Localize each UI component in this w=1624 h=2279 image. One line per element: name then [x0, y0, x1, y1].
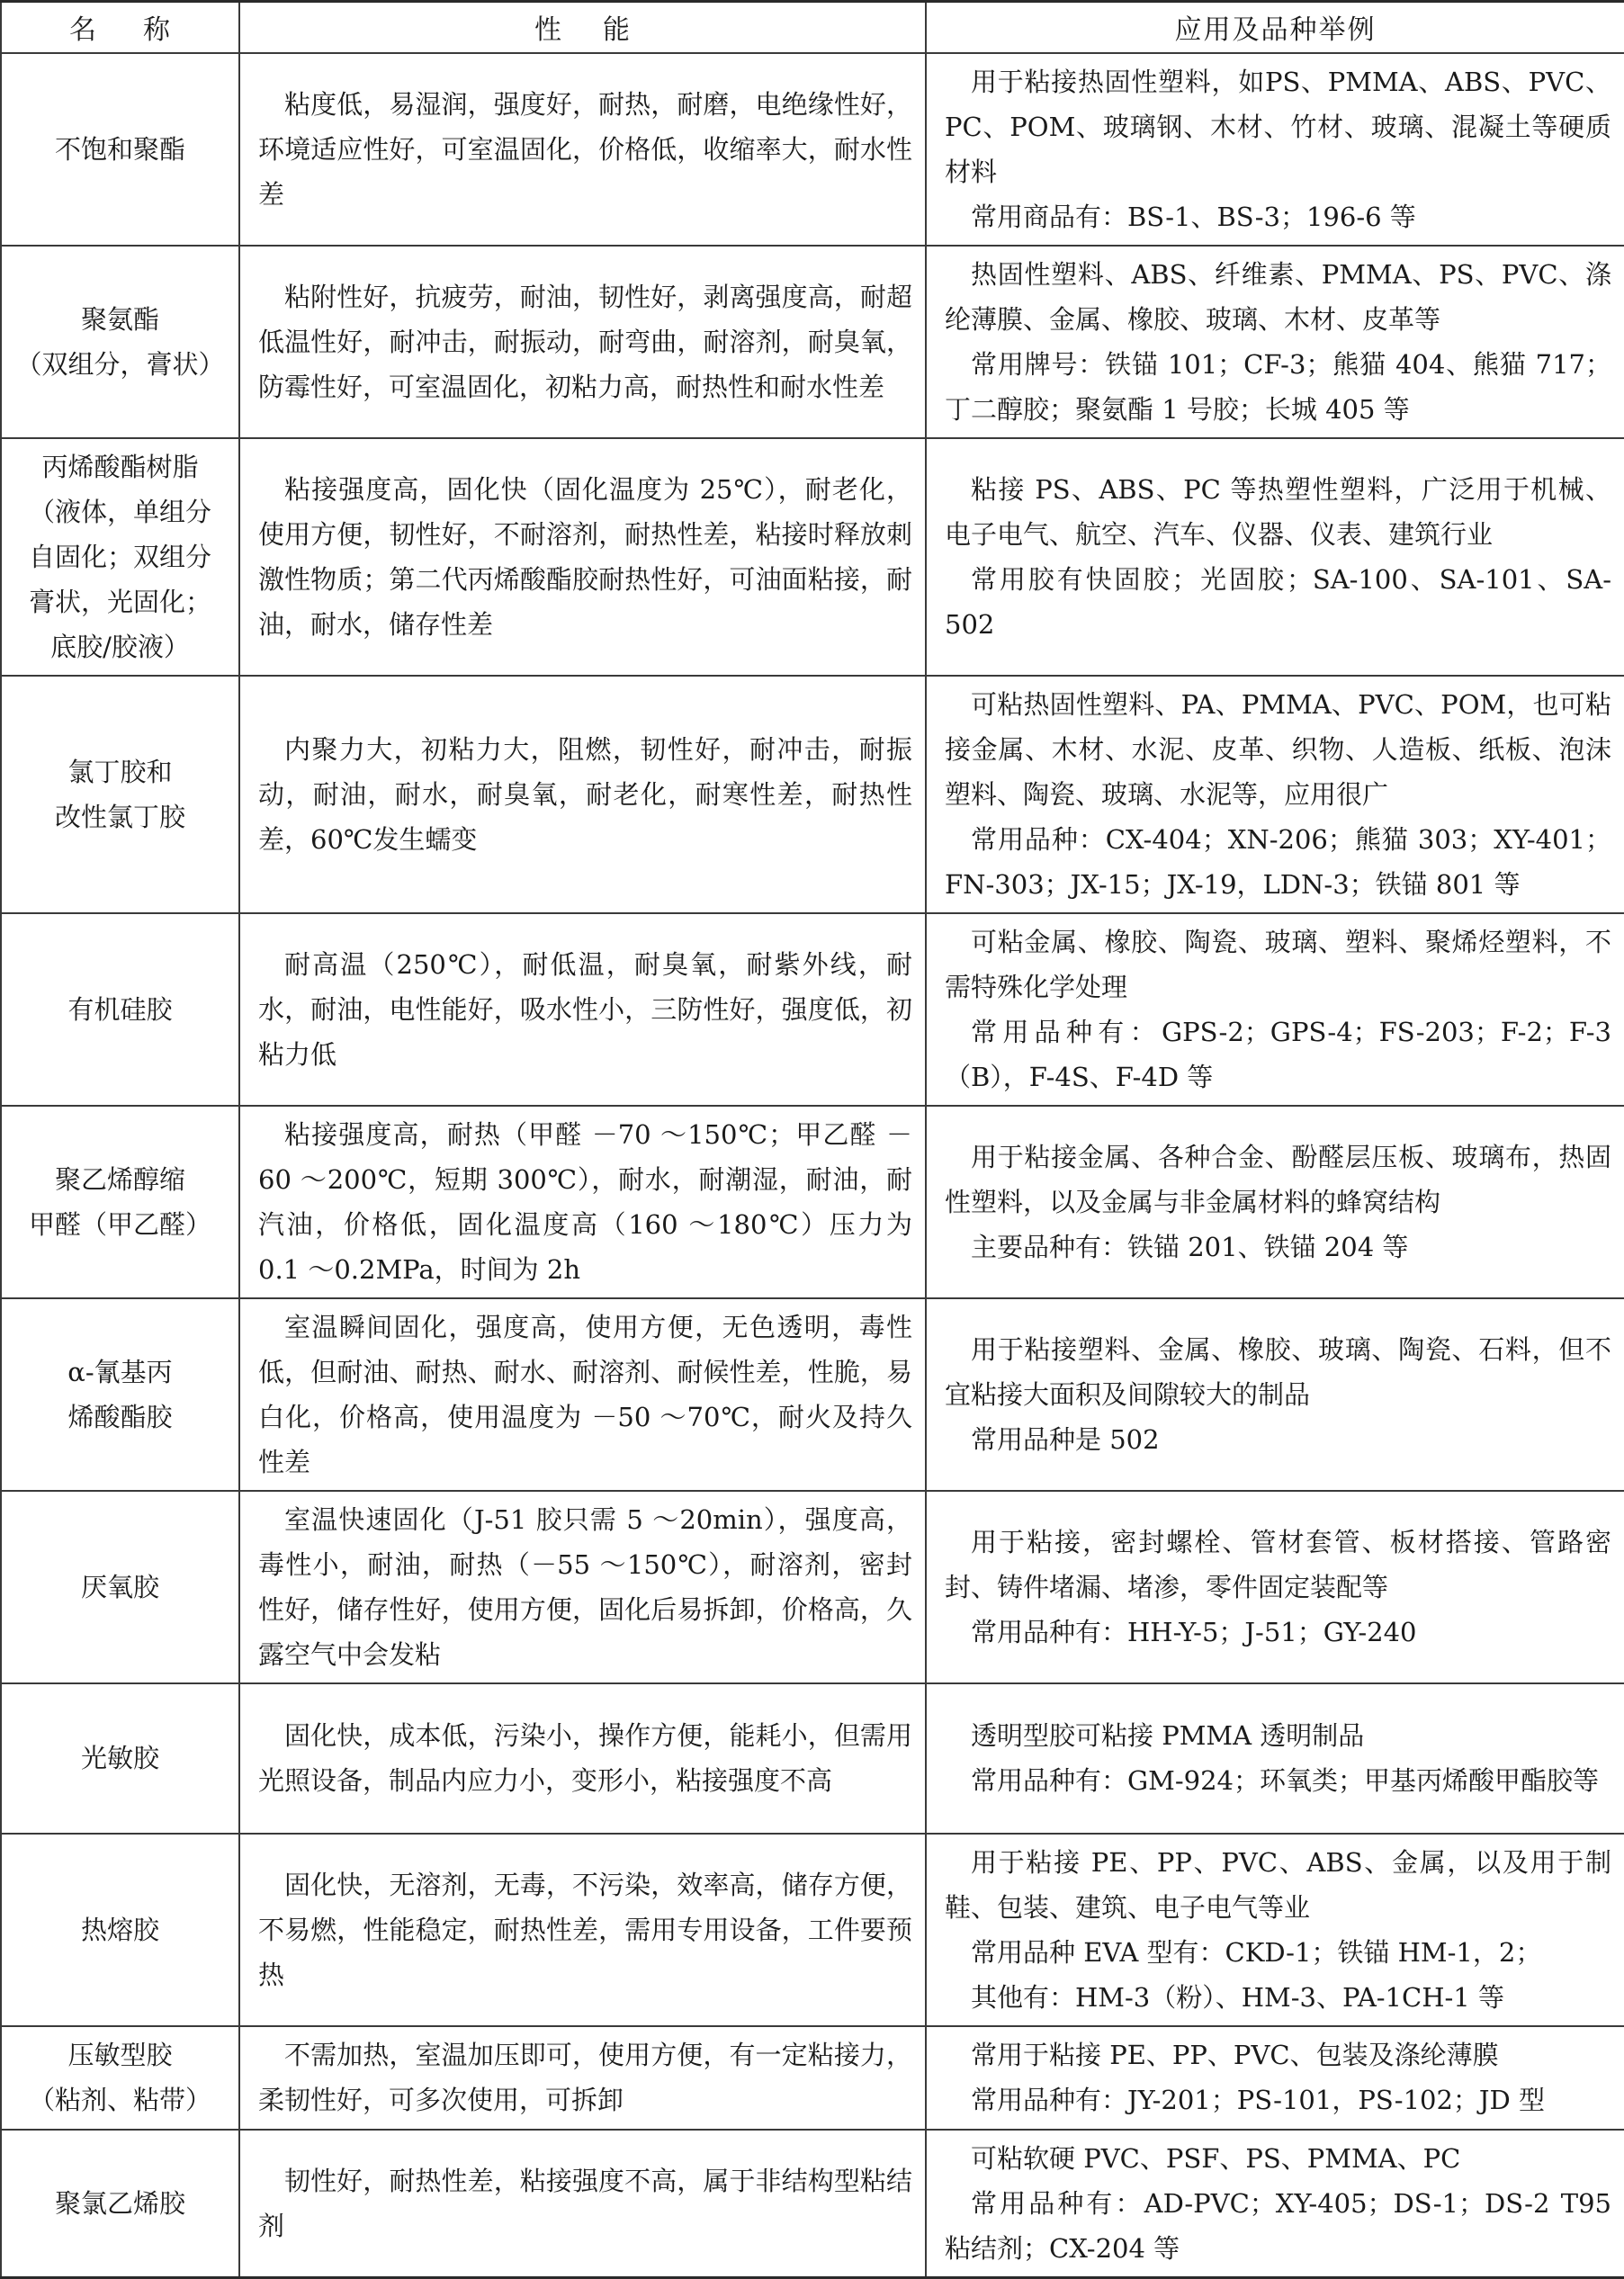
table-row — [1, 676, 1624, 913]
table-row — [1, 1834, 1624, 2026]
adhesive-name-line: 膏状，光固化； — [28, 586, 211, 617]
application-cell — [926, 1298, 1624, 1491]
adhesive-name-line: 聚乙烯醇缩 — [54, 1163, 185, 1195]
adhesive-name-line: （粘剂、粘带） — [28, 2085, 211, 2115]
adhesive-name-line: 聚氯乙烯胶 — [54, 2187, 185, 2219]
adhesive-name-cell — [1, 1683, 239, 1834]
performance-cell — [239, 2130, 926, 2278]
performance-text: 粘度低，易湿润，强度好，耐热，耐磨，电绝缘性好，环境适应性好，可室温固化，价格低，收缩率大，耐水性差 — [258, 88, 912, 210]
performance-text: 不需加热，室温加压即可，使用方便，有一定粘接力，柔韧性好，可多次使用，可拆卸 — [258, 2040, 912, 2115]
application-text: 常用于粘接 PE、PP、PVC、包装及涤纶薄膜 — [971, 2040, 1499, 2070]
performance-cell — [239, 438, 926, 676]
performance-cell — [239, 676, 926, 913]
application-text: 主要品种有：铁锚 201、铁锚 204 等 — [971, 1231, 1409, 1262]
application-text: 常用品种有：GPS-2；GPS-4；FS-203；F-2；F-3（B），F-4S、F-4D 等 — [945, 1016, 1611, 1092]
application-text: 常用品种有：JY-201；PS-101，PS-102；JD 型 — [971, 2085, 1546, 2115]
adhesive-name-cell — [1, 1491, 239, 1683]
adhesive-name-line: 改性氯丁胶 — [54, 801, 185, 832]
adhesive-name-line: α-氰基丙 — [67, 1356, 173, 1387]
adhesive-name-line: 底胶/胶液） — [50, 631, 190, 662]
adhesive-name-line: 压敏型胶 — [67, 2040, 173, 2070]
application-cell — [926, 438, 1624, 676]
application-text: 常用品种 EVA 型有：CKD-1；铁锚 HM-1，2； — [971, 1936, 1542, 1968]
adhesive-name-line: 聚氨酯 — [80, 303, 159, 335]
adhesive-name-line: 不饱和聚酯 — [54, 133, 185, 165]
adhesive-name-cell — [1, 2130, 239, 2278]
application-text: 可粘热固性塑料、PA、PMMA、PVC、POM，也可粘接金属、木材、水泥、皮革、织物、人造板、纸板、泡沫塑料、陶瓷、玻璃、水泥等，应用很广 — [945, 688, 1611, 810]
adhesive-name-line: 烯酸酯胶 — [67, 1401, 173, 1432]
table-body — [1, 53, 1624, 2278]
application-text: 可粘金属、橡胶、陶瓷、玻璃、塑料、聚烯烃塑料，不需特殊化学处理 — [945, 926, 1611, 1002]
adhesive-name-line: 厌氧胶 — [80, 1571, 159, 1602]
adhesive-name-line: 自固化；双组分 — [28, 541, 211, 572]
adhesive-name-cell — [1, 1106, 239, 1298]
adhesive-name-cell — [1, 1834, 239, 2026]
performance-text: 粘附性好，抗疲劳，耐油，韧性好，剥离强度高，耐超低温性好，耐冲击，耐振动，耐弯曲，耐溶剂，耐臭氧，防霉性好，可室温固化，初粘力高，耐热性和耐水性差 — [258, 281, 912, 402]
adhesive-name-line: 丙烯酸酯树脂 — [41, 451, 199, 482]
application-text: 粘接 PS、ABS、PC 等热塑性塑料，广泛用于机械、电子电气、航空、汽车、仪器、仪表、建筑行业 — [945, 473, 1611, 550]
performance-cell — [239, 1106, 926, 1298]
adhesive-name-line: 氯丁胶和 — [67, 756, 173, 787]
header-row — [1, 2, 1624, 53]
application-cell — [926, 1683, 1624, 1834]
performance-text: 粘接强度高，耐热（甲醛 －70 ～150℃；甲乙醛 －60 ～200℃，短期 300℃），耐水，耐潮湿，耐油，耐汽油，价格低，固化温度高（160 ～180℃）压力为 0.1 ～0.2MPa，时间为 2h — [258, 1118, 912, 1285]
application-cell — [926, 246, 1624, 438]
performance-cell — [239, 2026, 926, 2130]
table-row — [1, 246, 1624, 438]
table-row — [1, 913, 1624, 1106]
application-text: 常用商品有：BS-1、BS-3；196-6 等 — [971, 201, 1416, 232]
adhesive-name-cell — [1, 246, 239, 438]
header-performance: 性能 — [239, 2, 926, 53]
performance-cell — [239, 913, 926, 1106]
application-text: 用于粘接塑料、金属、橡胶、玻璃、陶瓷、石料，但不宜粘接大面积及间隙较大的制品 — [945, 1333, 1611, 1410]
table-row — [1, 2026, 1624, 2130]
application-text: 常用品种有：AD-PVC；XY-405；DS-1；DS-2 T95 粘结剂；CX-204 等 — [945, 2187, 1611, 2264]
application-text: 用于粘接，密封螺栓、管材套管、板材搭接、管路密封、铸件堵漏、堵渗，零件固定装配等 — [945, 1526, 1611, 1602]
application-cell — [926, 676, 1624, 913]
adhesive-name-line: （液体，单组分 — [28, 496, 211, 527]
application-cell — [926, 53, 1624, 246]
adhesive-name-cell — [1, 913, 239, 1106]
application-text: 常用胶有快固胶；光固胶；SA-100、SA-101、SA-502 — [945, 563, 1611, 640]
performance-cell — [239, 246, 926, 438]
performance-text: 耐高温（250℃），耐低温，耐臭氧，耐紫外线，耐水，耐油，电性能好，吸水性小，三防性好，强度低，初粘力低 — [258, 948, 912, 1070]
table-header — [1, 2, 1624, 53]
performance-text: 韧性好，耐热性差，粘接强度不高，属于非结构型粘结剂 — [258, 2165, 912, 2241]
application-text: 用于粘接金属、各种合金、酚醛层压板、玻璃布，热固性塑料，以及金属与非金属材料的蜂窝结构 — [945, 1141, 1611, 1217]
application-cell — [926, 1106, 1624, 1298]
performance-cell — [239, 53, 926, 246]
performance-text: 室温瞬间固化，强度高，使用方便，无色透明，毒性低，但耐油、耐热、耐水、耐溶剂、耐候性差，性脆，易白化，价格高，使用温度为 －50 ～70℃，耐火及持久性差 — [258, 1311, 912, 1477]
application-cell — [926, 2130, 1624, 2278]
application-cell — [926, 1834, 1624, 2026]
application-text: 可粘软硬 PVC、PSF、PS、PMMA、PC — [971, 2142, 1461, 2174]
table-row — [1, 1298, 1624, 1491]
adhesive-name-line: 光敏胶 — [80, 1743, 159, 1773]
adhesive-name-line: 热熔胶 — [80, 1914, 159, 1945]
application-text: 常用品种：CX-404；XN-206；熊猫 303；XY-401；FN-303；JX-15；JX-19，LDN-3；铁锚 801 等 — [945, 823, 1611, 900]
table-row — [1, 1491, 1624, 1683]
performance-cell — [239, 1298, 926, 1491]
performance-text: 固化快，成本低，污染小，操作方便，能耗小，但需用光照设备，制品内应力小，变形小，粘接强度不高 — [258, 1720, 912, 1796]
table-row — [1, 438, 1624, 676]
performance-cell — [239, 1491, 926, 1683]
adhesive-name-cell — [1, 676, 239, 913]
application-cell — [926, 913, 1624, 1106]
application-text: 热固性塑料、ABS、纤维素、PMMA、PS、PVC、涤纶薄膜、金属、橡胶、玻璃、木材、皮革等 — [945, 258, 1611, 335]
performance-text: 固化快，无溶剂，无毒，不污染，效率高，储存方便，不易燃，性能稳定，耐热性差，需用专用设备，工件要预热 — [258, 1869, 912, 1990]
application-cell — [926, 2026, 1624, 2130]
adhesive-name-line: 甲醛（甲乙醛） — [28, 1208, 211, 1240]
adhesive-name-line: （双组分，膏状） — [15, 348, 225, 380]
adhesive-name-cell — [1, 2026, 239, 2130]
table-row — [1, 53, 1624, 246]
application-text: 其他有：HM-3（粉）、HM-3、PA-1CH-1 等 — [971, 1981, 1504, 2013]
adhesive-name-cell — [1, 53, 239, 246]
adhesive-name-cell — [1, 1298, 239, 1491]
application-text: 用于粘接热固性塑料，如PS、PMMA、ABS、PVC、PC、POM、玻璃钢、木材、竹材、玻璃、混凝土等硬质材料 — [945, 66, 1611, 187]
table-row — [1, 2130, 1624, 2278]
performance-text: 内聚力大，初粘力大，阻燃，韧性好，耐冲击，耐振动，耐油，耐水，耐臭氧，耐老化，耐寒性差，耐热性差，60℃发生蠕变 — [258, 733, 912, 855]
application-cell — [926, 1491, 1624, 1683]
table-row — [1, 1106, 1624, 1298]
performance-text: 粘接强度高，固化快（固化温度为 25℃），耐老化，使用方便，韧性好，不耐溶剂，耐热性差，粘接时释放刺激性物质；第二代丙烯酸酯胶耐热性好，可油面粘接，耐油，耐水，储存性差 — [258, 473, 912, 640]
header-application: 应用及品种举例 — [926, 2, 1624, 53]
adhesive-name-line: 有机硅胶 — [67, 993, 173, 1025]
adhesive-name-cell — [1, 438, 239, 676]
application-text: 透明型胶可粘接 PMMA 透明制品 — [971, 1720, 1365, 1751]
application-text: 用于粘接 PE、PP、PVC、ABS、金属，以及用于制鞋、包装、建筑、电子电气等业 — [945, 1846, 1611, 1923]
header-name: 名称 — [1, 2, 239, 53]
application-text: 常用牌号：铁锚 101；CF-3；熊猫 404、熊猫 717；丁二醇胶；聚氨酯 1 号胶；长城 405 等 — [945, 348, 1611, 425]
performance-cell — [239, 1683, 926, 1834]
performance-cell — [239, 1834, 926, 2026]
table-row — [1, 1683, 1624, 1834]
application-text: 常用品种是 502 — [971, 1423, 1160, 1455]
application-text: 常用品种有：GM-924；环氧类；甲基丙烯酸甲酯胶等 — [971, 1765, 1600, 1796]
application-text: 常用品种有：HH-Y-5；J-51；GY-240 — [971, 1616, 1417, 1647]
performance-text: 室温快速固化（J-51 胶只需 5 ～20min），强度高，毒性小，耐油，耐热（－55 ～150℃），耐溶剂，密封性好，储存性好，使用方便，固化后易拆卸，价格高，久露空气中会发粘 — [258, 1503, 912, 1670]
